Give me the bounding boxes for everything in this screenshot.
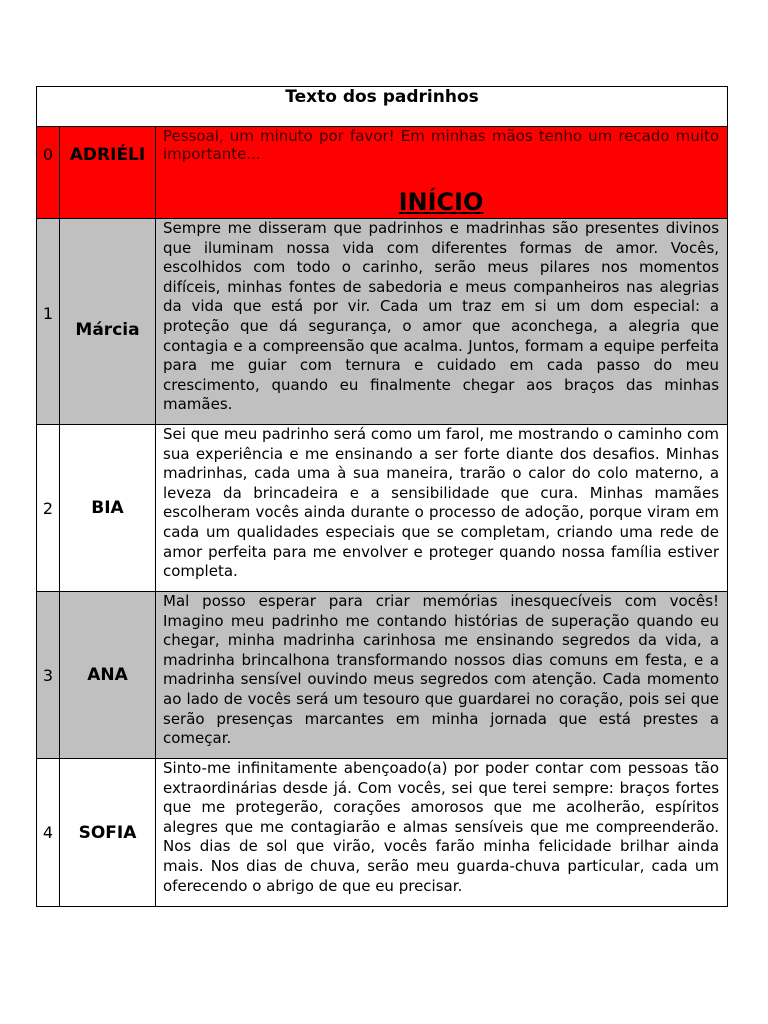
row-text xyxy=(156,592,728,759)
row-name xyxy=(60,219,156,425)
row-number-text: 1 xyxy=(42,304,54,323)
row-name-text: Márcia xyxy=(75,319,140,340)
table-row xyxy=(37,425,728,592)
table-title: Texto dos padrinhos xyxy=(37,87,728,127)
row-text xyxy=(156,127,728,219)
row-name-text: ADRIÉLI xyxy=(69,144,146,165)
table-row xyxy=(37,127,728,219)
row-number: 2 xyxy=(37,425,60,592)
row-number-text: 0 xyxy=(42,145,54,164)
row-number: 4 xyxy=(37,759,60,907)
row-text-paragraph: Pessoal, um minuto por favor! Em minhas mãos tenho um recado muito importante... xyxy=(163,127,720,163)
table-row xyxy=(37,759,728,907)
row-text-paragraph: Sempre me disseram que padrinhos e madrinhas são presentes divinos que iluminam nossa vida com diferentes formas de amor. Vocês, escolhidos com todo o carinho, serão meus pilares nos momentos difíceis, minhas fontes de sabedoria e meus companheiros nas alegrias da vida que está por vir. Cada um traz em si um dom especial: a proteção que dá segurança, o amor que aconchega, a alegria que contagia e a compreensão que acalma. Juntos, formam a equipe perfeita para me guiar com ternura e cuidado em cada passo do meu crescimento, quando eu finalmente chegar aos braços das minhas mamães. xyxy=(163,219,720,414)
row-number xyxy=(37,127,60,219)
row-text xyxy=(156,425,728,592)
row-name: SOFIA xyxy=(60,759,156,907)
row-text xyxy=(156,759,728,907)
table-row xyxy=(37,592,728,759)
godparents-table xyxy=(36,86,728,907)
row-number xyxy=(37,219,60,425)
row-text-paragraph: Sinto-me infinitamente abençoado(a) por poder contar com pessoas tão extraordinárias desde já. Com vocês, sei que terei sempre: braços fortes que me protegerão, corações amorosos que me acolherão, espíritos alegres que me contagiarão e almas sensíveis que me compreenderão. Nos dias de sol que virão, vocês farão minha felicidade brilhar ainda mais. Nos dias de chuva, serão meu guarda-chuva particular, cada um oferecendo o abrigo de que eu precisar. xyxy=(163,759,720,895)
row-text-paragraph: Sei que meu padrinho será como um farol, me mostrando o caminho com sua experiência e me ensinando a ser forte diante dos desafios. Minhas madrinhas, cada uma à sua maneira, trarão o calor do colo materno, a leveza da brincadeira e a sensibilidade que cura. Minhas mamães escolheram vocês ainda durante o processo de adoção, porque viram em cada um qualidades especiais que se completam, criando uma rede de amor perfeita para me envolver e proteger quando nossa família estiver completa. xyxy=(163,425,720,581)
row-number: 3 xyxy=(37,592,60,759)
row-text xyxy=(156,219,728,425)
row-name: ANA xyxy=(60,592,156,759)
title-row xyxy=(37,87,728,127)
inicio-heading: INÍCIO xyxy=(398,188,484,216)
row-text-paragraph: Mal posso esperar para criar memórias inesquecíveis com vocês! Imagino meu padrinho me contando histórias de superação quando eu chegar, minha madrinha carinhosa me ensinando segredos da vida, a madrinha brincalhona transformando nossos dias comuns em festa, e a madrinha sensível ouvindo meus segredos com atenção. Cada momento ao lado de vocês será um tesouro que guardarei no coração, pois sei que serão presenças marcantes em minha jornada que está prestes a começar. xyxy=(163,592,720,748)
row-name: BIA xyxy=(60,425,156,592)
row-name xyxy=(60,127,156,219)
table-row xyxy=(37,219,728,425)
